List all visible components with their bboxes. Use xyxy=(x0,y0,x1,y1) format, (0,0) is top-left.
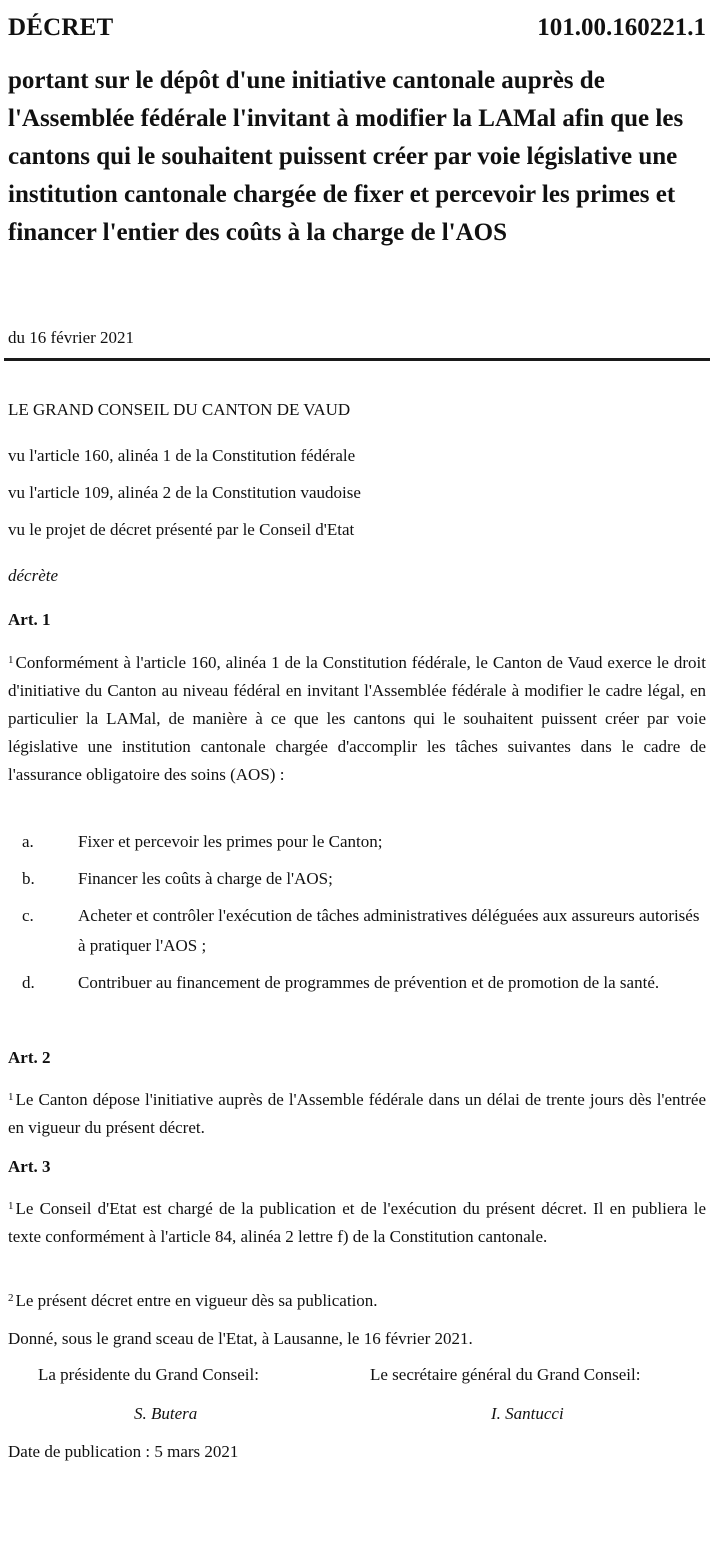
article-3-paragraph-1 xyxy=(8,1192,706,1251)
article-3-paragraph-2 xyxy=(8,1284,706,1315)
paragraph-number: 2 xyxy=(8,1292,14,1304)
signatory-name-president: S. Butera xyxy=(134,1404,198,1423)
list-letter: b. xyxy=(22,869,35,888)
article-3-heading: Art. 3 xyxy=(8,1157,51,1176)
paragraph-text: Conformément à l'article 160, alinéa 1 de la Constitution fédérale, le Canton de Vaud exerce le droit d'initiative du Canton au niveau fédéral en invitant l'Assemblée fédérale à modifier le cadre légal, en particulier la LAMal, de manière à ce que les cantons qui le souhaitent puissent créer par voie législative une institution cantonale chargée d'accomplir les tâches suivantes dans le cadre de l'assurance obligatoire des soins (AOS) : xyxy=(8,653,706,784)
article-2-paragraph-1 xyxy=(8,1083,706,1142)
signatory-name-secretary: I. Santucci xyxy=(491,1404,564,1423)
decree-date: du 16 février 2021 xyxy=(8,328,135,347)
document-type: DÉCRET xyxy=(8,14,114,41)
document-number: 101.00.160221.1 xyxy=(537,14,706,41)
article-1-paragraph-1 xyxy=(8,646,706,789)
decrees-word: décrète xyxy=(8,566,59,585)
list-letter: c. xyxy=(22,906,34,925)
signatory-role-secretary: Le secrétaire général du Grand Conseil: xyxy=(370,1365,641,1384)
article-2-heading: Art. 2 xyxy=(8,1048,51,1067)
list-letter: d. xyxy=(22,973,35,992)
consideration-2: vu l'article 109, alinéa 2 de la Constitution vaudoise xyxy=(8,483,361,502)
decree-title: portant sur le dépôt d'une initiative cantonale auprès de l'Assemblée fédérale l'invitant à modifier la LAMal afin que les cantons qui le souhaitent puissent créer par voie législative une institution cantonale chargée de fixer et percevoir les primes et financer l'entier des coûts à la charge de l'AOS xyxy=(8,67,684,246)
issuing-authority: LE GRAND CONSEIL DU CANTON DE VAUD xyxy=(8,400,351,419)
signatory-role-president: La présidente du Grand Conseil: xyxy=(38,1365,259,1384)
publication-date: Date de publication : 5 mars 2021 xyxy=(8,1442,239,1461)
consideration-1: vu l'article 160, alinéa 1 de la Constitution fédérale xyxy=(8,446,356,465)
list-letter: a. xyxy=(22,832,34,851)
article-1-heading: Art. 1 xyxy=(8,610,51,629)
paragraph-text: Le Canton dépose l'initiative auprès de l'Assemble fédérale dans un délai de trente jours dès l'entrée en vigueur du présent décret. xyxy=(8,1090,706,1137)
paragraph-number: 1 xyxy=(8,1091,14,1103)
paragraph-number: 1 xyxy=(8,1200,14,1212)
list-text: Financer les coûts à charge de l'AOS; xyxy=(78,869,333,888)
paragraph-text: Le Conseil d'Etat est chargé de la publication et de l'exécution du présent décret. Il en publiera le texte conformément à l'article 84, alinéa 2 lettre f) de la Constitution cantonale. xyxy=(8,1199,706,1246)
consideration-3: vu le projet de décret présenté par le Conseil d'Etat xyxy=(8,520,355,539)
list-text: Contribuer au financement de programmes de prévention et de promotion de la santé. xyxy=(78,973,660,992)
document-header xyxy=(8,14,706,46)
paragraph-number: 1 xyxy=(8,654,14,666)
list-text: Acheter et contrôler l'exécution de tâches administratives déléguées aux assureurs autorisés à pratiquer l'AOS ; xyxy=(78,906,700,955)
paragraph-text: Le présent décret entre en vigueur dès sa publication. xyxy=(15,1291,378,1310)
list-text: Fixer et percevoir les primes pour le Canton; xyxy=(78,832,383,851)
header-divider xyxy=(4,358,710,361)
given-statement: Donné, sous le grand sceau de l'Etat, à Lausanne, le 16 février 2021. xyxy=(8,1329,473,1348)
